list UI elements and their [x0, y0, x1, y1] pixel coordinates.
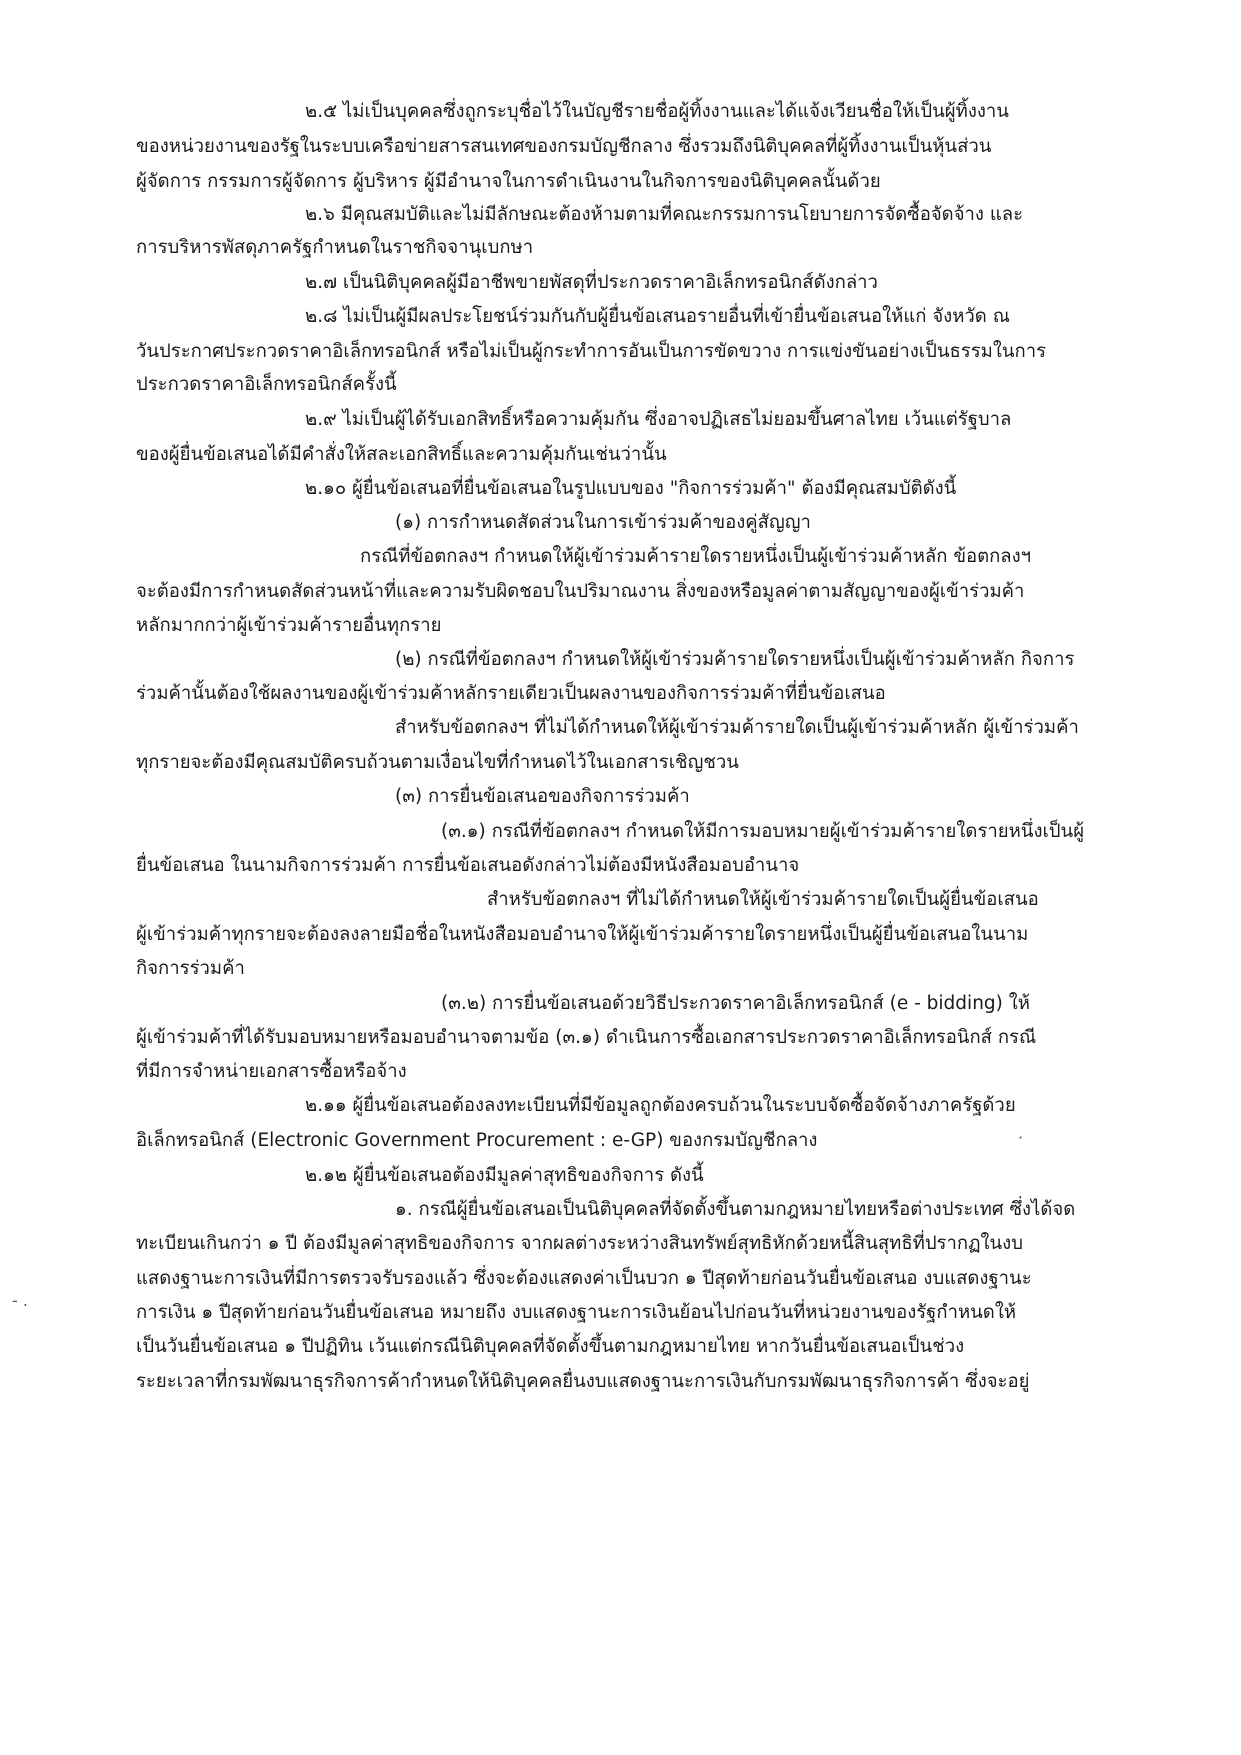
clause-3-1-line-4: ผู้เข้าร่วมค้าทุกรายจะต้องลงลายมือชื่อในหนังสือมอบอำนาจให้ผู้เข้าร่วมค้ารายใดรายหนึ่งเป็นผู้ยื่นข้อเสนอในนาม [136, 924, 1029, 945]
clause-2-12-1-line-2: ทะเบียนเกินกว่า ๑ ปี ต้องมีมูลค่าสุทธิของกิจการ จากผลต่างระหว่างสินทรัพย์สุทธิหักด้วยหนี้สินสุทธิที่ปรากฏในงบ [136, 1233, 1023, 1254]
clause-2-12-heading: ๒.๑๒ ผู้ยื่นข้อเสนอต้องมีมูลค่าสุทธิของกิจการ ดังนี้ [305, 1165, 704, 1186]
clause-2-9-line-1: ๒.๙ ไม่เป็นผู้ได้รับเอกสิทธิ์หรือความคุ้มกัน ซึ่งอาจปฏิเสธไม่ยอมขึ้นศาลไทย เว้นแต่รัฐบาล [305, 409, 1012, 430]
clause-2-8-line-3: ประกวดราคาอิเล็กทรอนิกส์ครั้งนี้ [136, 374, 397, 395]
clause-3-2-line-3: ที่มีการจำหน่ายเอกสารซื้อหรือจ้าง [136, 1061, 407, 1082]
scan-speck: - . [12, 1291, 28, 1310]
clause-3-1-line-5: กิจการร่วมค้า [136, 958, 245, 979]
clause-2-6-line-2: การบริหารพัสดุภาครัฐกำหนดในราชกิจจานุเบกษา [136, 237, 534, 258]
clause-2-12-1-line-3: แสดงฐานะการเงินที่มีการตรวจรับรองแล้ว ซึ่งจะต้องแสดงค่าเป็นบวก ๑ ปีสุดท้ายก่อนวันยื่นข้อเสนอ งบแสดงฐานะ [136, 1268, 1032, 1289]
clause-2-11-line-2: อิเล็กทรอนิกส์ (Electronic Government Procurement : e-GP) ของกรมบัญชีกลาง [136, 1130, 818, 1151]
clause-2-5-line-3: ผู้จัดการ กรรมการผู้จัดการ ผู้บริหาร ผู้มีอำนาจในการดำเนินงานในกิจการของนิติบุคคลนั้นด้วย [136, 171, 881, 192]
clause-2-12-1-line-1: ๑. กรณีผู้ยื่นข้อเสนอเป็นนิติบุคคลที่จัดตั้งขึ้นตามกฎหมายไทยหรือต่างประเทศ ซึ่งได้จด [395, 1199, 1076, 1220]
clause-2-10-1-line-1: กรณีที่ข้อตกลงฯ กำหนดให้ผู้เข้าร่วมค้ารายใดรายหนึ่งเป็นผู้เข้าร่วมค้าหลัก ข้อตกลงฯ [360, 546, 1032, 567]
clause-3-1-line-1: (๓.๑) กรณีที่ข้อตกลงฯ กำหนดให้มีการมอบหมายผู้เข้าร่วมค้ารายใดรายหนึ่งเป็นผู้ [441, 821, 1085, 842]
clause-2-10-2-line-4: ทุกรายจะต้องมีคุณสมบัติครบถ้วนตามเงื่อนไขที่กำหนดไว้ในเอกสารเชิญชวน [136, 752, 739, 773]
clause-2-10-3-heading: (๓) การยื่นข้อเสนอของกิจการร่วมค้า [395, 786, 690, 807]
clause-2-9-line-2: ของผู้ยื่นข้อเสนอได้มีคำสั่งให้สละเอกสิทธิ์และความคุ้มกันเช่นว่านั้น [136, 444, 667, 465]
clause-2-5-line-1: ๒.๕ ไม่เป็นบุคคลซึ่งถูกระบุชื่อไว้ในบัญชีรายชื่อผู้ทิ้งงานและได้แจ้งเวียนชื่อให้เป็นผู้ทิ้งงาน [305, 101, 1009, 122]
clause-2-11-line-1: ๒.๑๑ ผู้ยื่นข้อเสนอต้องลงทะเบียนที่มีข้อมูลถูกต้องครบถ้วนในระบบจัดซื้อจัดจ้างภาครัฐด้วย [305, 1095, 1016, 1116]
scan-speck: · [1018, 1128, 1024, 1147]
clause-2-10-1-heading: (๑) การกำหนดสัดส่วนในการเข้าร่วมค้าของคู่สัญญา [395, 512, 811, 533]
clause-2-7-line-1: ๒.๗ เป็นนิติบุคคลผู้มีอาชีพขายพัสดุที่ประกวดราคาอิเล็กทรอนิกส์ดังกล่าว [305, 272, 878, 293]
clause-3-2-line-2: ผู้เข้าร่วมค้าที่ได้รับมอบหมายหรือมอบอำนาจตามข้อ (๓.๑) ดำเนินการซื้อเอกสารประกวดราคาอิเล็กทรอนิกส์ กรณี [136, 1027, 1037, 1048]
clause-2-10-2-line-1: (๒) กรณีที่ข้อตกลงฯ กำหนดให้ผู้เข้าร่วมค้ารายใดรายหนึ่งเป็นผู้เข้าร่วมค้าหลัก กิจการ [395, 649, 1075, 670]
clause-3-2-line-1: (๓.๒) การยื่นข้อเสนอด้วยวิธีประกวดราคาอิเล็กทรอนิกส์ (e - bidding) ให้ [441, 993, 1030, 1014]
clause-2-10-line-1: ๒.๑๐ ผู้ยื่นข้อเสนอที่ยื่นข้อเสนอในรูปแบบของ "กิจการร่วมค้า" ต้องมีคุณสมบัติดังนี้ [305, 478, 957, 499]
clause-3-1-line-2: ยื่นข้อเสนอ ในนามกิจการร่วมค้า การยื่นข้อเสนอดังกล่าวไม่ต้องมีหนังสือมอบอำนาจ [136, 855, 800, 876]
clause-2-12-1-line-4: การเงิน ๑ ปีสุดท้ายก่อนวันยื่นข้อเสนอ หมายถึง งบแสดงฐานะการเงินย้อนไปก่อนวันที่หน่วยงานของรัฐกำหนดให้ [136, 1302, 1017, 1323]
clause-2-10-2-line-2: ร่วมค้านั้นต้องใช้ผลงานของผู้เข้าร่วมค้าหลักรายเดียวเป็นผลงานของกิจการร่วมค้าที่ยื่นข้อเสนอ [136, 683, 886, 704]
clause-2-8-line-1: ๒.๘ ไม่เป็นผู้มีผลประโยชน์ร่วมกันกับผู้ยื่นข้อเสนอรายอื่นที่เข้ายื่นข้อเสนอให้แก่ จังหวัด ณ [305, 306, 1010, 327]
clause-2-10-2-line-3: สำหรับข้อตกลงฯ ที่ไม่ได้กำหนดให้ผู้เข้าร่วมค้ารายใดเป็นผู้เข้าร่วมค้าหลัก ผู้เข้าร่วมค้า [395, 717, 1079, 738]
clause-2-6-line-1: ๒.๖ มีคุณสมบัติและไม่มีลักษณะต้องห้ามตามที่คณะกรรมการนโยบายการจัดซื้อจัดจ้าง และ [305, 204, 1024, 225]
clause-2-12-1-line-6: ระยะเวลาที่กรมพัฒนาธุรกิจการค้ากำหนดให้นิติบุคคลยื่นงบแสดงฐานะการเงินกับกรมพัฒนาธุรกิจการค้า ซึ่งจะอยู่ [136, 1371, 1030, 1392]
clause-2-10-1-line-3: หลักมากกว่าผู้เข้าร่วมค้ารายอื่นทุกราย [136, 615, 442, 636]
clause-2-12-1-line-5: เป็นวันยื่นข้อเสนอ ๑ ปีปฏิทิน เว้นแต่กรณีนิติบุคคลที่จัดตั้งขึ้นตามกฎหมายไทย หากวันยื่นข้อเสนอเป็นช่วง [136, 1336, 965, 1357]
clause-2-8-line-2: วันประกาศประกวดราคาอิเล็กทรอนิกส์ หรือไม่เป็นผู้กระทำการอันเป็นการขัดขวาง การแข่งขันอย่างเป็นธรรมในการ [136, 341, 1047, 362]
clause-3-1-line-3: สำหรับข้อตกลงฯ ที่ไม่ได้กำหนดให้ผู้เข้าร่วมค้ารายใดเป็นผู้ยื่นข้อเสนอ [487, 889, 1039, 910]
clause-2-5-line-2: ของหน่วยงานของรัฐในระบบเครือข่ายสารสนเทศของกรมบัญชีกลาง ซึ่งรวมถึงนิติบุคคลที่ผู้ทิ้งงานเป็นหุ้นส่วน [136, 136, 992, 157]
clause-2-10-1-line-2: จะต้องมีการกำหนดสัดส่วนหน้าที่และความรับผิดชอบในปริมาณงาน สิ่งของหรือมูลค่าตามสัญญาของผู้เข้าร่วมค้า [136, 581, 1025, 602]
